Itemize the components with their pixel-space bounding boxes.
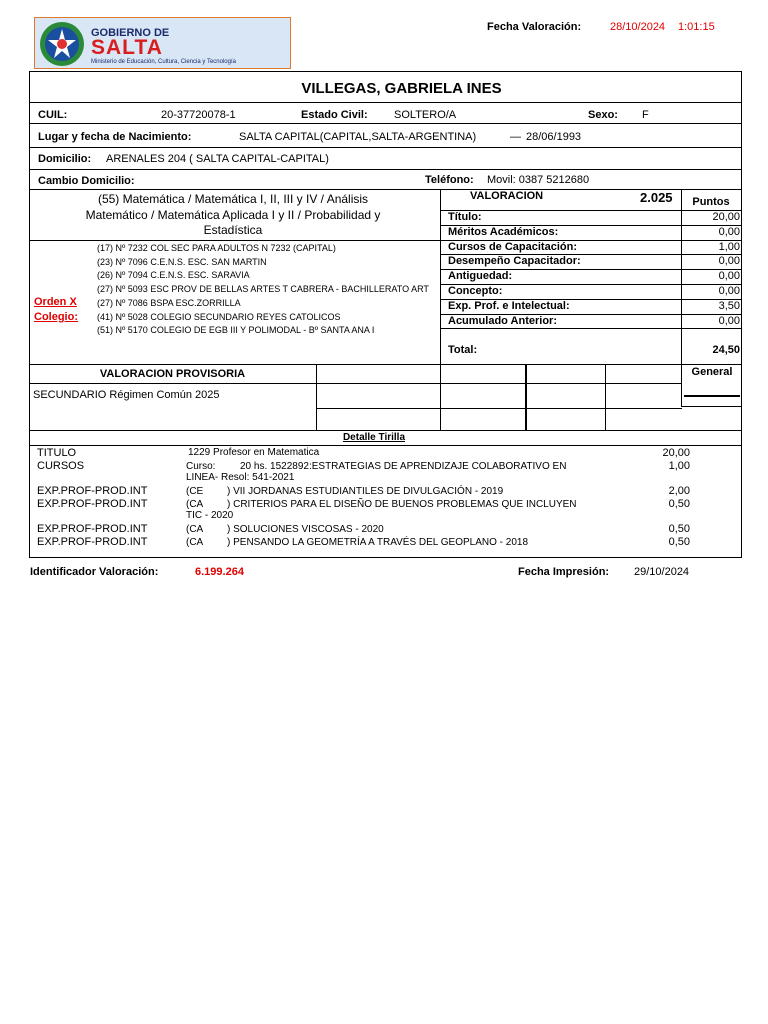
tirilla-desc: 20 hs. 1522892:ESTRATEGIAS DE APRENDIZAJE COLABORATIVO EN (240, 461, 567, 472)
tirilla-code: (CA (186, 537, 204, 548)
cuil-value: 20-37720078-1 (161, 109, 236, 121)
valoracion-row-value: 20,00 (712, 211, 740, 223)
person-name: VILLEGAS, GABRIELA INES (301, 80, 502, 97)
school-item: (23) Nº 7096 C.E.N.S. ESC. SAN MARTIN (97, 256, 267, 267)
tirilla-value: 20,00 (662, 447, 690, 459)
tirilla-category: TITULO (37, 447, 77, 459)
fecha-impresion-value: 29/10/2024 (634, 566, 690, 578)
valoracion-row-value: 0,00 (718, 285, 740, 297)
valoracion-row-label: Desempeño Capacitador: (448, 255, 581, 268)
valoracion-label: VALORACION (470, 190, 544, 202)
telefono-label: Teléfono: (425, 174, 474, 186)
domicilio-label: Domicilio: (38, 153, 92, 165)
school-item: (41) Nº 5028 COLEGIO SECUNDARIO REYES CATOLICOS (97, 311, 341, 322)
domicilio-value: ARENALES 204 ( SALTA CAPITAL-CAPITAL) (106, 153, 329, 165)
valoracion-row-value: 1,00 (718, 240, 740, 253)
tirilla-category: EXP.PROF-PROD.INT (37, 523, 148, 535)
hora-valoracion-value: 1:01:15 (678, 21, 715, 33)
subject-line3: Estadística (203, 223, 263, 237)
subject-line1: (55) Matemática / Matemática I, II, III y IV / Análisis (97, 192, 369, 206)
tirilla-title: Detalle Tirilla (342, 432, 406, 443)
estado-civil-label: Estado Civil: (301, 109, 368, 121)
tirilla-desc-cont: LINEA- Resol: 541-2021 (186, 472, 295, 483)
logo (34, 17, 291, 69)
tirilla-desc: ) CRITERIOS PARA EL DISEÑO DE BUENOS PROBLEMAS QUE INCLUYEN (227, 499, 577, 510)
tirilla-value: 0,50 (668, 523, 690, 535)
identificador-value: 6.199.264 (195, 566, 244, 578)
valoracion-row-label: Concepto: (448, 285, 503, 297)
tirilla-code: (CA (186, 499, 204, 510)
nacimiento-fecha: 28/06/1993 (526, 131, 582, 143)
valoracion-row-label: Título: (448, 211, 482, 223)
salta-seal-icon (38, 20, 86, 68)
tirilla-desc: ) VII JORDANAS ESTUDIANTILES DE DIVULGACIÓN - 2019 (227, 486, 504, 497)
fecha-impresion-label: Fecha Impresión: (518, 566, 610, 578)
cuil-label: CUIL: (38, 109, 68, 121)
tirilla-value: 2,00 (668, 485, 690, 497)
logo-line1: GOBIERNO DE (91, 27, 170, 39)
tirilla-desc: ) PENSANDO LA GEOMETRÍA A TRAVÉS DEL GEOPLANO - 2018 (227, 537, 529, 548)
tirilla-category: CURSOS (37, 460, 85, 472)
school-item: (51) Nº 5170 COLEGIO DE EGB III Y POLIMODAL - Bº SANTA ANA I (97, 325, 375, 336)
school-item: (17) Nº 7232 COL SEC PARA ADULTOS N 7232 (CAPITAL) (97, 243, 336, 253)
subject-line2: Matemático / Matemática Aplicada I y II / Probabilidad y (85, 208, 381, 222)
school-item: (27) Nº 5093 ESC PROV DE BELLAS ARTES T CABRERA - BACHILLERATO ART (97, 284, 429, 295)
valoracion-row-value: 0,00 (718, 270, 740, 283)
logo-line3: Ministerio de Educación, Cultura, Ciencia y Tecnología (91, 59, 236, 65)
school-item: (27) Nº 7086 BSPA ESC.ZORRILLA (97, 297, 241, 308)
valoracion-row-label: Méritos Académicos: (448, 225, 559, 238)
sexo-value: F (642, 109, 649, 121)
valoracion-year: 2.025 (640, 190, 673, 205)
tirilla-value: 0,50 (668, 498, 690, 510)
tirilla-value: 1,00 (668, 460, 690, 472)
orden-label-1: Orden X (34, 296, 77, 308)
valoracion-row-value: 3,50 (718, 299, 740, 312)
logo-line2: SALTA (91, 36, 163, 59)
tirilla-desc: ) SOLUCIONES VISCOSAS - 2020 (227, 524, 384, 535)
valoracion-row-label: Acumulado Anterior: (448, 314, 557, 327)
valoracion-row-value: 0,00 (718, 225, 740, 238)
fecha-valoracion-value: 28/10/2024 (610, 21, 666, 33)
sexo-label: Sexo: (588, 109, 618, 121)
tirilla-value: 0,50 (668, 536, 690, 548)
tirilla-desc-cont: TIC - 2020 (186, 510, 234, 521)
valoracion-row-value: 0,00 (718, 314, 740, 327)
nacimiento-label: Lugar y fecha de Nacimiento: (38, 131, 192, 143)
puntos-label: Puntos (692, 196, 730, 208)
general-label: General (691, 366, 733, 378)
tirilla-code: Curso: (186, 461, 216, 472)
fecha-valoracion-label: Fecha Valoración: (487, 21, 582, 33)
valoracion-row-label: Cursos de Capacitación: (448, 240, 577, 253)
tirilla-category: EXP.PROF-PROD.INT (37, 485, 148, 497)
tirilla-code: (CA (186, 524, 204, 535)
nacimiento-sep: — (510, 131, 521, 143)
school-item: (26) Nº 7094 C.E.N.S. ESC. SARAVIA (97, 270, 250, 281)
tirilla-category: EXP.PROF-PROD.INT (37, 498, 148, 510)
valoracion-row-label: Exp. Prof. e Intelectual: (448, 299, 570, 312)
total-label: Total: (448, 344, 478, 356)
estado-civil-value: SOLTERO/A (394, 109, 457, 121)
provisoria-label: VALORACION PROVISORIA (99, 368, 246, 380)
total-value: 24,50 (712, 344, 740, 356)
cambio-domicilio-label: Cambio Domicilio: (38, 175, 135, 187)
valoracion-row-value: 0,00 (718, 255, 740, 268)
tirilla-desc: 1229 Profesor en Matematica (188, 447, 320, 458)
valoracion-row-label: Antiguedad: (448, 270, 513, 283)
identificador-label: Identificador Valoración: (30, 566, 159, 578)
telefono-value: Movil: 0387 5212680 (487, 174, 590, 186)
tirilla-category: EXP.PROF-PROD.INT (37, 536, 148, 548)
orden-label-2: Colegio: (34, 311, 78, 323)
regimen-value: SECUNDARIO Régimen Común 2025 (33, 389, 220, 401)
tirilla-code: (CE (186, 486, 204, 497)
nacimiento-lugar: SALTA CAPITAL(CAPITAL,SALTA-ARGENTINA) (239, 131, 477, 143)
